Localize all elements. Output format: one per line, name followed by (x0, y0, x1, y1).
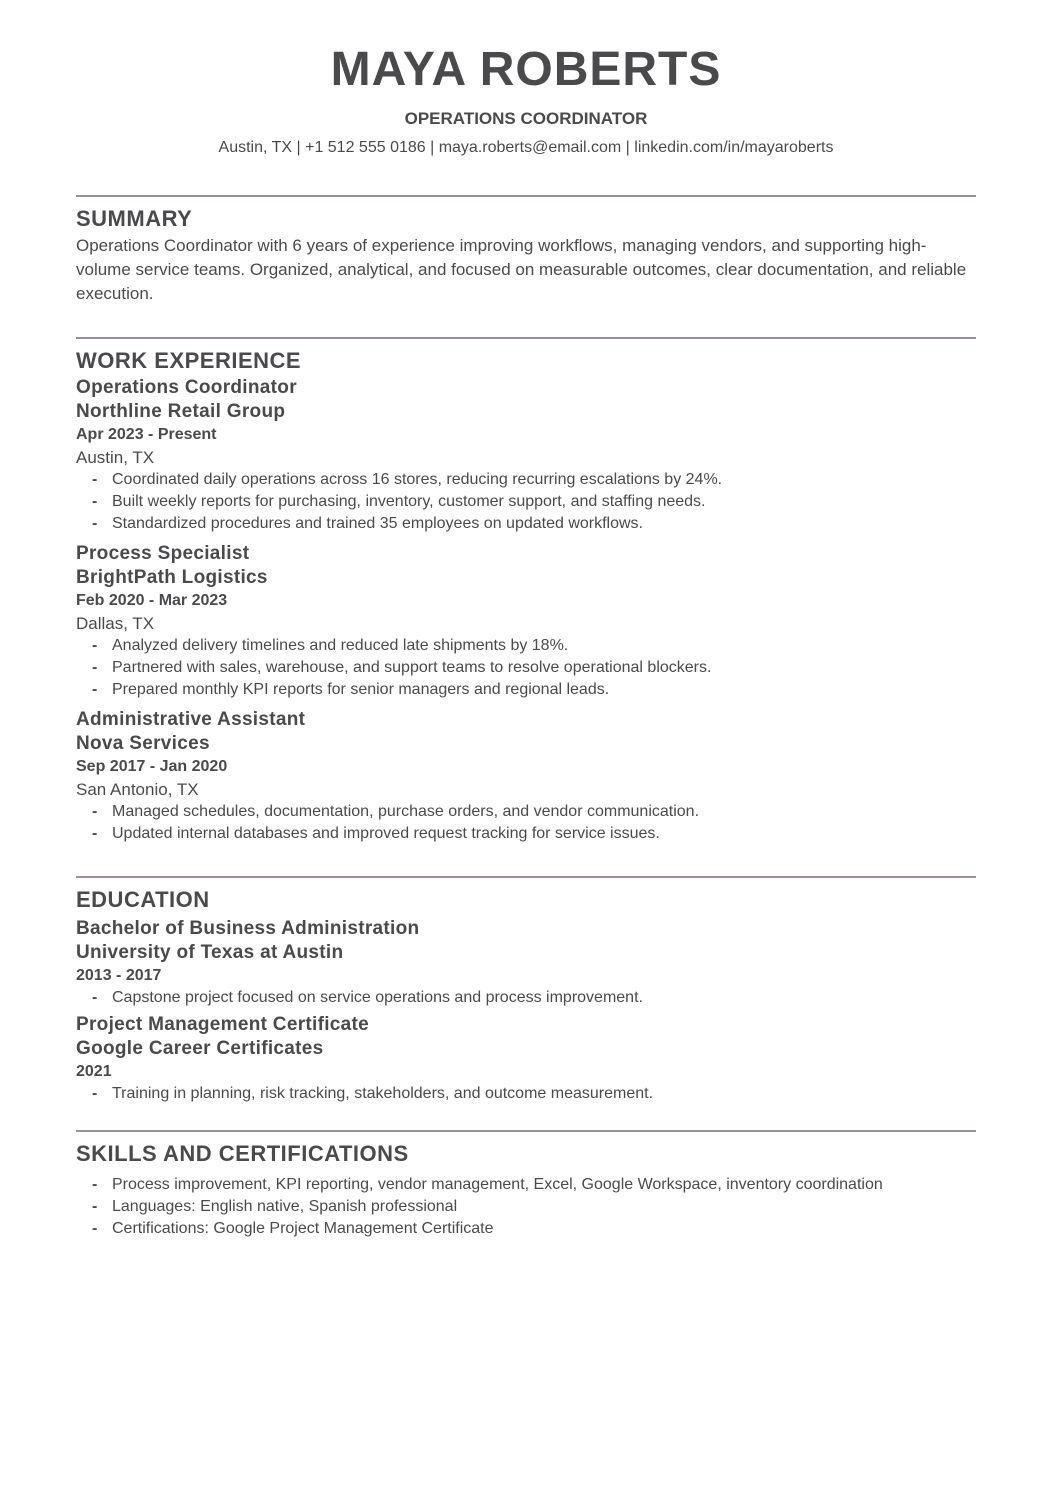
list-item (76, 987, 976, 1009)
list-item (76, 1218, 912, 1240)
list-item (76, 513, 976, 535)
bullet-text: Languages: English native, Spanish professional (112, 1198, 458, 1215)
job-location: Dallas, TX (76, 614, 155, 633)
education-entry (76, 1013, 976, 1105)
education-section (76, 876, 976, 1105)
bullet-marker: - (92, 471, 98, 488)
job-title: Operations Coordinator (76, 377, 297, 398)
list-item (76, 469, 976, 491)
job-location: Austin, TX (76, 448, 155, 467)
candidate-name: MAYA ROBERTS (330, 43, 722, 96)
bullet-text: Process improvement, KPI reporting, vendor management, Excel, Google Workspace, inventory coordination (112, 1176, 883, 1193)
section-title-skills: SKILLS AND CERTIFICATIONS (76, 1141, 409, 1166)
bullet-marker: - (92, 659, 98, 676)
bullet-text: Certifications: Google Project Management Certificate (112, 1220, 494, 1237)
bullet-marker: - (92, 493, 98, 510)
bullet-text: Capstone project focused on service operations and process improvement. (112, 989, 643, 1006)
bullet-text: Coordinated daily operations across 16 stores, reducing recurring escalations by 24%. (112, 471, 723, 488)
resume-header (0, 0, 1052, 158)
bullet-marker: - (92, 1220, 98, 1237)
job-entry (76, 708, 976, 845)
job-entry (76, 376, 976, 535)
education-entry (76, 917, 976, 1009)
bullet-marker: - (92, 989, 98, 1006)
list-item (76, 1174, 912, 1196)
job-bullets (76, 635, 976, 701)
job-dates: Sep 2017 - Jan 2020 (76, 758, 228, 775)
section-title-summary: SUMMARY (76, 206, 193, 231)
school-name: University of Texas at Austin (76, 941, 344, 963)
job-bullets (76, 801, 976, 845)
school-name: Google Career Certificates (76, 1037, 324, 1059)
bullet-marker: - (92, 1085, 98, 1102)
list-item (76, 1083, 976, 1105)
list-item (76, 491, 976, 513)
education-bullets (76, 987, 976, 1009)
education-dates: 2013 - 2017 (76, 967, 162, 984)
bullet-marker: - (92, 1176, 98, 1193)
job-title: Administrative Assistant (76, 709, 306, 730)
contact-line: Austin, TX | +1 512 555 0186 | maya.roberts@email.com | linkedin.com/in/mayaroberts (218, 139, 834, 156)
bullet-text: Managed schedules, documentation, purchase orders, and vendor communication. (112, 803, 700, 820)
bullet-marker: - (92, 825, 98, 842)
job-entry (76, 542, 976, 701)
bullet-marker: - (92, 1198, 98, 1215)
degree-title: Project Management Certificate (76, 1014, 370, 1035)
section-title-education: EDUCATION (76, 887, 210, 912)
bullet-marker: - (92, 681, 98, 698)
bullet-text: Analyzed delivery timelines and reduced late shipments by 18%. (112, 637, 569, 654)
bullet-text: Partnered with sales, warehouse, and support teams to resolve operational blockers. (112, 659, 712, 676)
list-item (76, 635, 976, 657)
list-item (76, 823, 976, 845)
bullet-text: Updated internal databases and improved request tracking for service issues. (112, 825, 660, 842)
job-company: Northline Retail Group (76, 400, 286, 422)
bullet-text: Training in planning, risk tracking, stakeholders, and outcome measurement. (112, 1085, 654, 1102)
job-company: Nova Services (76, 732, 210, 754)
job-bullets (76, 469, 976, 535)
list-item (76, 1196, 912, 1218)
bullet-text: Built weekly reports for purchasing, inventory, customer support, and staffing needs. (112, 493, 706, 510)
education-bullets (76, 1083, 976, 1105)
bullet-text: Standardized procedures and trained 35 employees on updated workflows. (112, 515, 643, 532)
candidate-role: OPERATIONS COORDINATOR (404, 109, 648, 128)
section-title-work-experience: WORK EXPERIENCE (76, 348, 302, 373)
education-dates: 2021 (76, 1063, 112, 1080)
job-dates: Apr 2023 - Present (76, 426, 217, 443)
summary-text: Operations Coordinator with 6 years of experience improving workflows, managing vendors, and supporting high-volume service teams. Organized, analytical, and focused on measurable outcomes, clear documentation, and reliable execution. (76, 236, 967, 303)
job-company: BrightPath Logistics (76, 566, 268, 588)
degree-title: Bachelor of Business Administration (76, 918, 420, 939)
job-title: Process Specialist (76, 543, 250, 564)
list-item (76, 657, 976, 679)
bullet-marker: - (92, 803, 98, 820)
summary-section (76, 195, 976, 306)
bullet-text: Prepared monthly KPI reports for senior managers and regional leads. (112, 681, 610, 698)
bullet-marker: - (92, 515, 98, 532)
work-experience-section (76, 337, 976, 845)
list-item (76, 679, 976, 701)
list-item (76, 801, 976, 823)
job-location: San Antonio, TX (76, 780, 199, 799)
skills-section (76, 1130, 976, 1240)
skills-bullets (76, 1174, 976, 1240)
bullet-marker: - (92, 637, 98, 654)
job-dates: Feb 2020 - Mar 2023 (76, 592, 228, 609)
